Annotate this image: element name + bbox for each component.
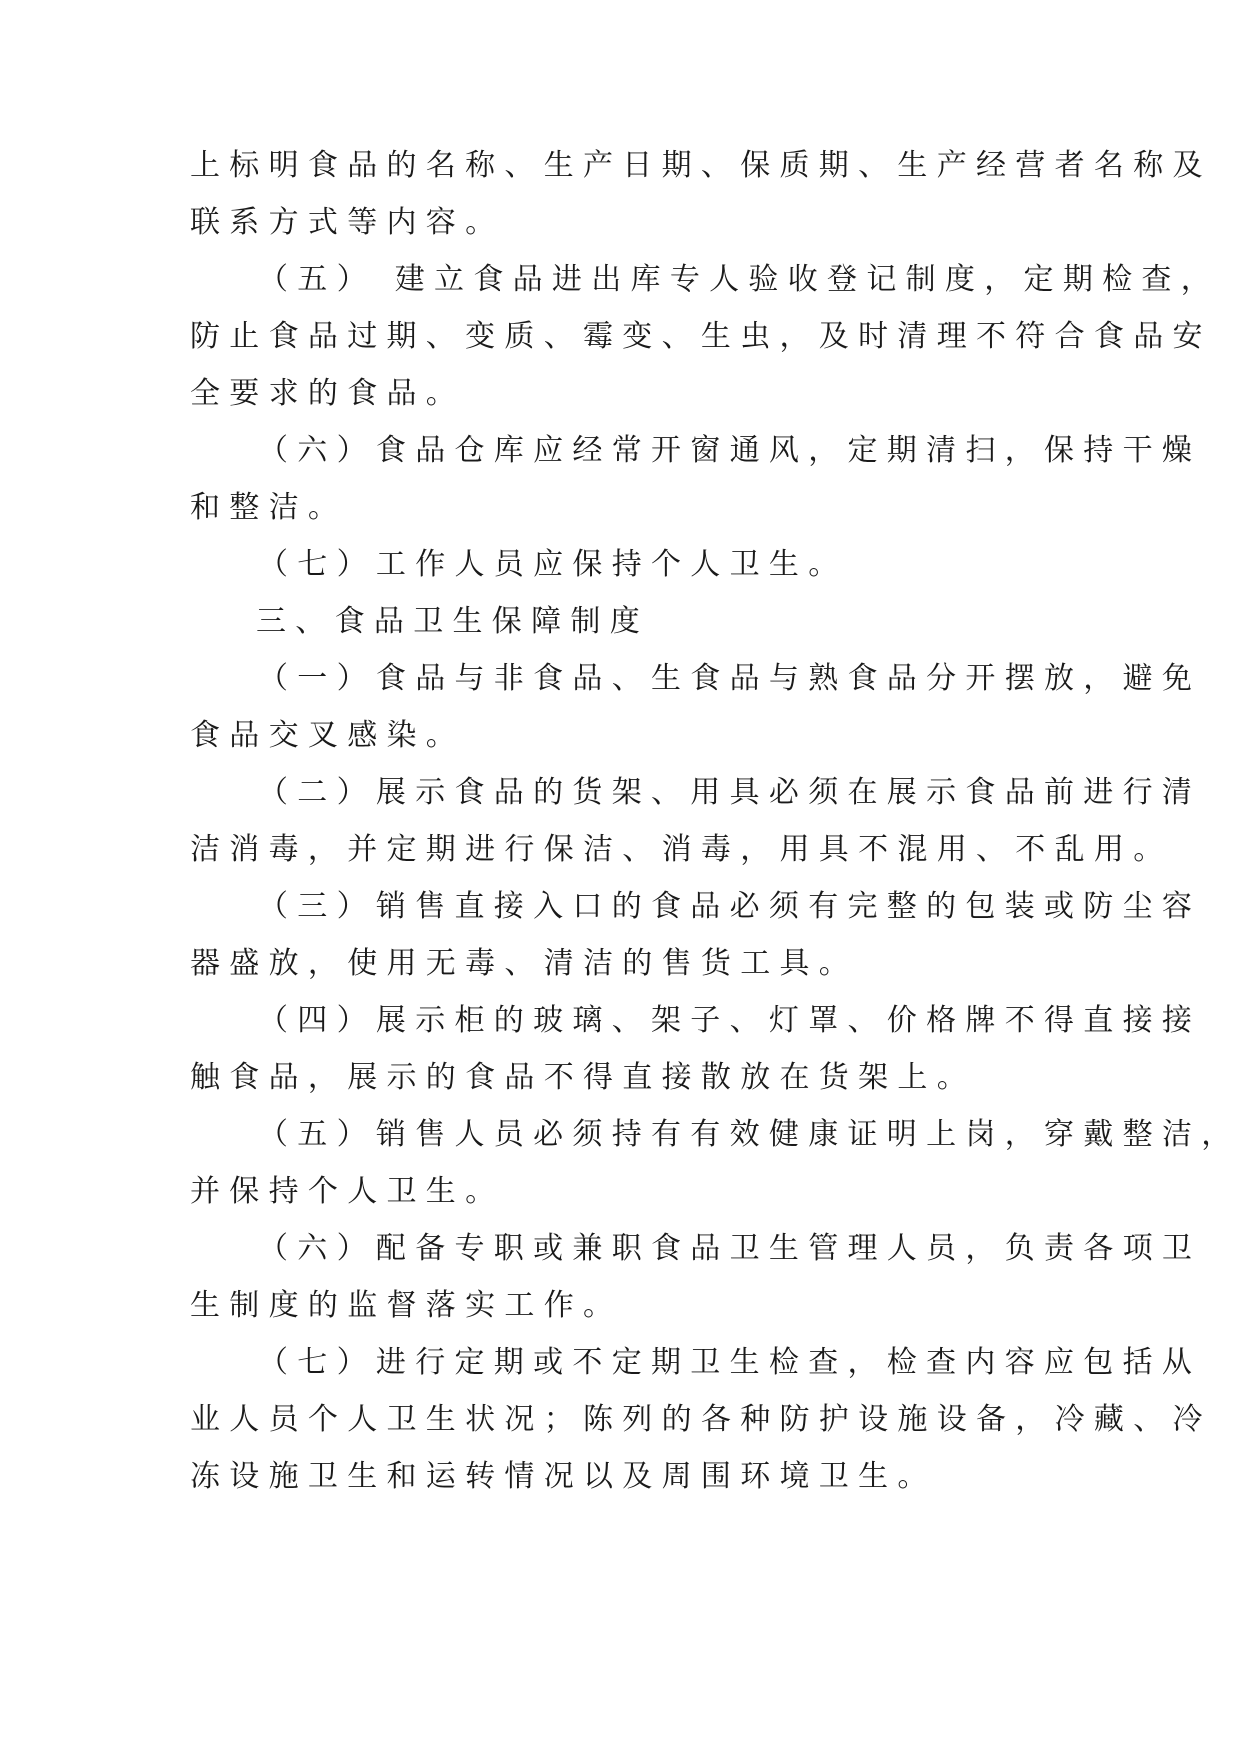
text-line: 上标明食品的名称、生产日期、保质期、生产经营者名称及	[190, 148, 1212, 183]
text-line: 生制度的监督落实工作。	[190, 1288, 623, 1323]
section-heading: 三、食品卫生保障制度	[256, 604, 649, 639]
text-line: 洁消毒，并定期进行保洁、消毒，用具不混用、不乱用。	[190, 832, 1173, 867]
text-line: 冻设施卫生和运转情况以及周围环境卫生。	[190, 1459, 937, 1494]
text-line: （七）工作人员应保持个人卫生。	[258, 547, 848, 582]
text-line: 防止食品过期、变质、霉变、生虫，及时清理不符合食品安	[190, 319, 1212, 354]
text-line: 全要求的食品。	[190, 376, 466, 411]
text-line: 联系方式等内容。	[190, 205, 505, 240]
text-line: 器盛放，使用无毒、清洁的售货工具。	[190, 946, 859, 981]
text-line: 并保持个人卫生。	[190, 1174, 505, 1209]
text-line: （五） 建立食品进出库专人验收登记制度，定期检查，	[258, 262, 1221, 297]
text-line: （一）食品与非食品、生食品与熟食品分开摆放，避免	[258, 661, 1202, 696]
text-line: 食品交叉感染。	[190, 718, 466, 753]
text-line: （七）进行定期或不定期卫生检查，检查内容应包括从	[258, 1345, 1202, 1380]
text-line: 业人员个人卫生状况；陈列的各种防护设施设备，冷藏、冷	[190, 1402, 1212, 1437]
text-line: （六）配备专职或兼职食品卫生管理人员，负责各项卫	[258, 1231, 1202, 1266]
text-line: （二）展示食品的货架、用具必须在展示食品前进行清	[258, 775, 1202, 810]
text-line: （四）展示柜的玻璃、架子、灯罩、价格牌不得直接接	[258, 1003, 1202, 1038]
text-line: 触食品，展示的食品不得直接散放在货架上。	[190, 1060, 976, 1095]
text-line: 和整洁。	[190, 490, 348, 525]
text-line: （五）销售人员必须持有有效健康证明上岗，穿戴整洁，	[258, 1117, 1241, 1152]
text-line: （六）食品仓库应经常开窗通风，定期清扫，保持干燥	[258, 433, 1202, 468]
text-line: （三）销售直接入口的食品必须有完整的包装或防尘容	[258, 889, 1202, 924]
